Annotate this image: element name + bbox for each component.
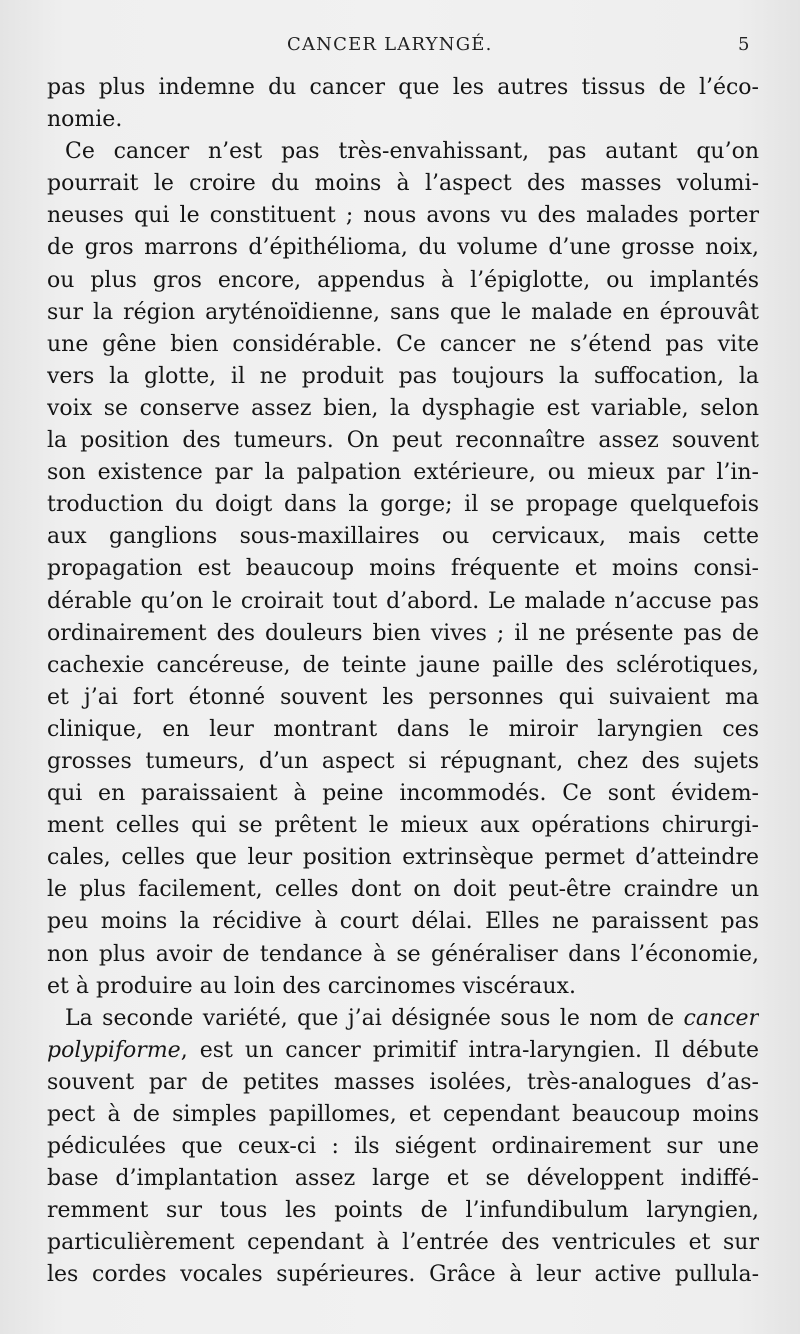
text-line (47, 200, 759, 232)
italic-term: cancer (683, 1005, 759, 1031)
line-text: pas plus indemne du cancer que les autres tissus de l’éco- (47, 75, 759, 100)
text-line (47, 810, 759, 842)
line-text: cachexie cancéreuse, de teinte jaune paille des sclérotiques, (47, 652, 759, 678)
text-line (47, 1195, 759, 1227)
line-text: pect à de simples papillomes, et cependant beaucoup moins (47, 1102, 759, 1127)
text-line (47, 361, 759, 393)
line-text: La seconde variété, que j’ai désignée sous le nom de (65, 1005, 684, 1031)
line-text: particulièrement cependant à l’entrée des ventricules et sur (47, 1230, 759, 1256)
page-number: 5 (738, 34, 750, 55)
line-text: et à produire au loin des carcinomes viscéraux. (47, 973, 576, 999)
text-line (47, 104, 759, 136)
text-line (47, 586, 759, 618)
text-line (47, 232, 759, 264)
line-text: pédiculées que ceux-ci : ils siégent ordinairement sur une (47, 1134, 759, 1160)
line-text: ordinairement des douleurs bien vives ; il ne présente pas de (47, 620, 759, 646)
text-line (47, 1259, 759, 1291)
text-line (47, 489, 759, 521)
text-line (47, 1035, 759, 1067)
line-text: ou plus gros encore, appendus à l’épiglotte, ou implantés (47, 267, 759, 293)
line-text: aux ganglions sous-maxillaires ou cervicaux, mais cette (47, 524, 759, 550)
text-line (47, 714, 759, 746)
text-line (47, 842, 759, 874)
text-line (47, 682, 759, 714)
line-text: qui en paraissaient à peine incommodés. Ce sont évidem- (47, 781, 759, 807)
line-text: le plus facilement, celles dont on doit peut-être craindre un (47, 877, 759, 903)
line-text: Ce cancer n’est pas très-envahissant, pas autant qu’on (65, 139, 759, 165)
text-line (47, 297, 759, 329)
line-text: non plus avoir de tendance à se généraliser dans l’économie, (47, 941, 759, 967)
text-line (47, 265, 759, 297)
page-header (0, 34, 800, 60)
line-text: grosses tumeurs, d’un aspect si répugnant, chez des sujets (47, 748, 759, 774)
line-text: souvent par de petites masses isolées, très-analogues d’as- (47, 1069, 759, 1095)
line-text: neuses qui le constituent ; nous avons vu des malades porter (47, 203, 759, 229)
text-line (47, 72, 759, 104)
text-line (47, 425, 759, 457)
line-text: remment sur tous les points de l’infundibulum laryngien, (47, 1198, 759, 1224)
text-line (47, 521, 759, 553)
text-line (47, 971, 759, 1003)
text-line (47, 778, 759, 810)
text-line (47, 618, 759, 650)
running-title: CANCER LARYNGÉ. (287, 34, 493, 55)
line-text: les cordes vocales supérieures. Grâce à leur active pullula- (47, 1262, 759, 1288)
line-text: et j’ai fort étonné souvent les personnes qui suivaient ma (47, 684, 759, 710)
line-text: , est un cancer primitif intra-laryngien. Il débute (180, 1037, 759, 1063)
line-text: vers la glotte, il ne produit pas toujours la suffocation, la (47, 363, 759, 389)
line-text: sur la région aryténoïdienne, sans que le malade en éprouvât (47, 299, 759, 325)
text-line (47, 553, 759, 585)
text-line (47, 1003, 759, 1035)
text-line (47, 650, 759, 682)
text-line (47, 1227, 759, 1259)
italic-term: polypiforme (47, 1037, 181, 1063)
text-line (47, 1163, 759, 1195)
body-text (47, 72, 759, 1292)
line-text: troduction du doigt dans la gorge; il se propage quelquefois (47, 492, 759, 518)
line-text: propagation est beaucoup moins fréquente et moins consi- (47, 556, 759, 582)
text-line (47, 393, 759, 425)
line-text: cales, celles que leur position extrinsèque permet d’atteindre (47, 845, 759, 871)
line-text: la position des tumeurs. On peut reconnaître assez souvent (47, 428, 759, 454)
text-line (47, 168, 759, 200)
line-text: dérable qu’on le croirait tout d’abord. Le malade n’accuse pas (47, 588, 759, 614)
line-text: ment celles qui se prêtent le mieux aux opérations chirurgi- (47, 813, 759, 839)
line-text: de gros marrons d’épithélioma, du volume d’une grosse noix, (47, 235, 759, 261)
text-line (47, 874, 759, 906)
line-text: clinique, en leur montrant dans le miroir laryngien ces (47, 716, 759, 742)
text-line (47, 939, 759, 971)
line-text: base d’implantation assez large et se développent indiffé- (47, 1166, 759, 1192)
line-text: son existence par la palpation extérieure, ou mieux par l’in- (47, 460, 759, 486)
line-text: une gêne bien considérable. Ce cancer ne s’étend pas vite (47, 331, 759, 357)
text-line (47, 1067, 759, 1099)
line-text: nomie. (47, 107, 123, 133)
line-text: voix se conserve assez bien, la dysphagie est variable, selon (47, 395, 759, 421)
text-line (47, 329, 759, 361)
text-line (47, 136, 759, 168)
line-text: peu moins la récidive à court délai. Elles ne paraissent pas (47, 909, 759, 935)
line-text: pourrait le croire du moins à l’aspect des masses volumi- (47, 171, 759, 197)
text-line (47, 906, 759, 938)
text-line (47, 457, 759, 489)
text-line (47, 746, 759, 778)
text-line (47, 1131, 759, 1163)
text-line (47, 1099, 759, 1131)
